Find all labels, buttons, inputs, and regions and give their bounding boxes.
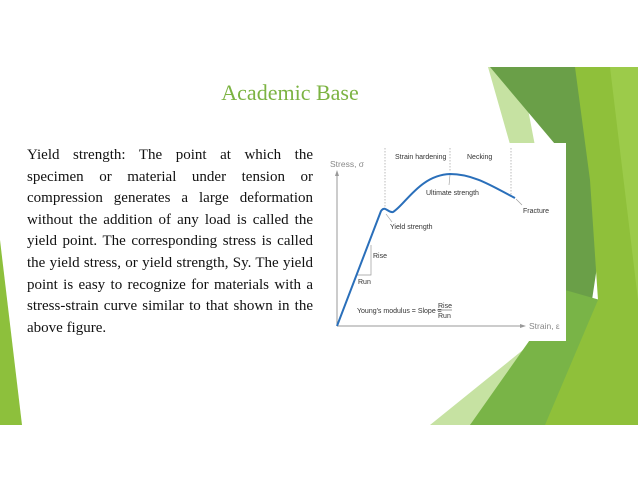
region-label-necking: Necking bbox=[467, 154, 493, 161]
ultimate-strength-label: Ultimate strength bbox=[426, 190, 479, 197]
slide-title: Academic Base bbox=[221, 80, 359, 105]
rise-label: Rise bbox=[373, 253, 388, 260]
y-axis-label: Stress, σ bbox=[330, 159, 365, 169]
x-axis-label: Strain, ε bbox=[529, 321, 560, 331]
yield-strength-label: Yield strength bbox=[390, 224, 433, 231]
fraction-numerator: Rise bbox=[438, 303, 453, 310]
fraction-denominator: Run bbox=[438, 313, 451, 320]
youngs-modulus-formula: Young's modulus = Slope = bbox=[357, 308, 442, 315]
fracture-label: Fracture bbox=[523, 208, 550, 215]
region-label-strain-hardening: Strain hardening bbox=[395, 154, 447, 161]
run-label: Run bbox=[358, 279, 371, 286]
slide-body-text: Yield strength: The point at which the specimen or material under tension or compression generates a large deformation without the addition of any load is called the yield point. The corresponding stress is called the yield stress, or yield strength, Sy. The yield point is easy to recognize for materials with a stress-strain curve similar to that shown in the above figure. bbox=[27, 147, 313, 336]
